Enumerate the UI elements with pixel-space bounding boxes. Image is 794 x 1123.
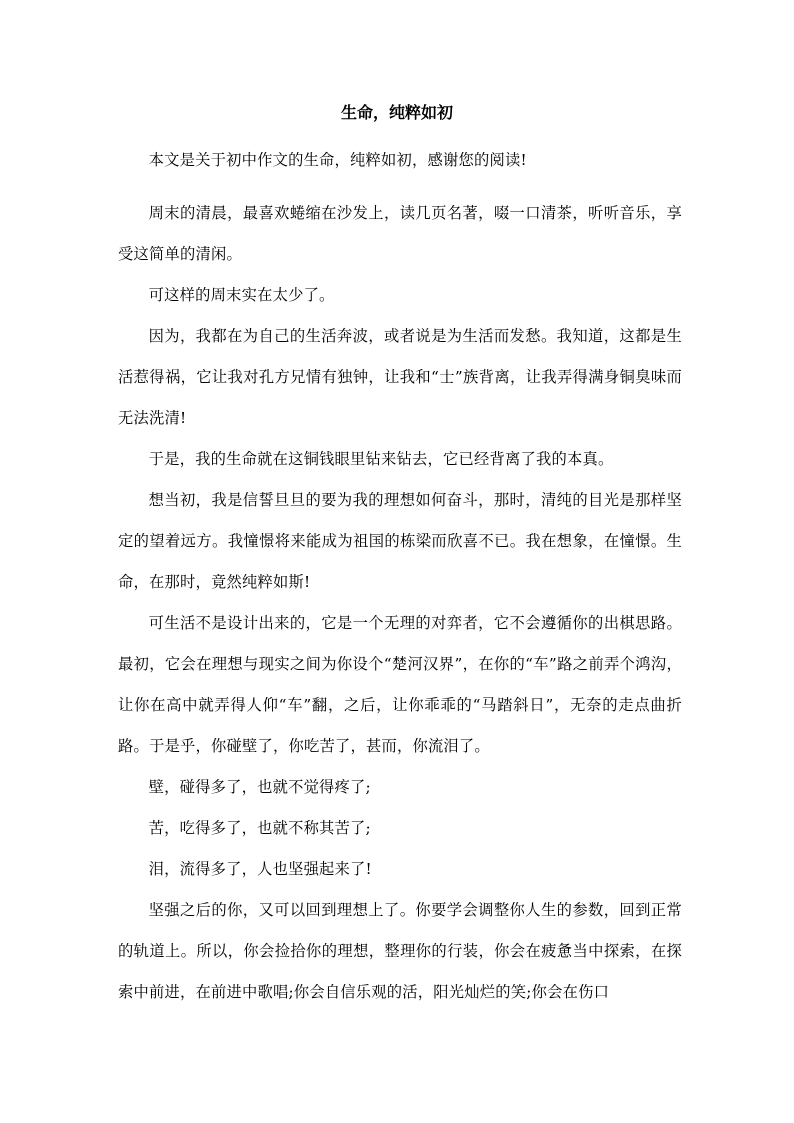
paragraph: 于是，我的生命就在这铜钱眼里钻来钻去，它已经背离了我的本真。: [148, 450, 614, 468]
paragraph-intro: 本文是关于初中作文的生命，纯粹如初，感谢您的阅读!: [148, 151, 527, 169]
paragraph: 周末的清晨，最喜欢蜷缩在沙发上，读几页名著，啜一口清茶，听听音乐，享受这简单的清闲。: [118, 204, 682, 263]
paragraph: 想当初，我是信誓旦旦的要为我的理想如何奋斗，那时，清纯的目光是那样坚定的望着远方。我憧憬将来能成为祖国的栋梁而欣喜不已。我在想象，在憧憬。生命，在那时，竟然纯粹如斯!: [118, 491, 682, 591]
paragraph: 泪，流得多了，人也坚强起来了!: [148, 860, 372, 878]
paragraph: 壁，碰得多了，也就不觉得疼了;: [148, 778, 371, 796]
document-body: [118, 140, 682, 1013]
paragraph: 因为，我都在为自己的生活奔波，或者说是为生活而发愁。我知道，这都是生活惹得祸，它让我对孔方兄情有独钟，让我和“士”族背离，让我弄得满身铜臭味而无法洗清!: [118, 327, 682, 427]
paragraph: 坚强之后的你，又可以回到理想上了。你要学会调整你人生的参数，回到正常的轨道上。所以，你会捡拾你的理想，整理你的行装，你会在疲惫当中探索，在探索中前进，在前进中歌唱;你会自信乐观的活，阳光灿烂的笑;你会在伤口: [118, 901, 682, 1001]
document-title: 生命，纯粹如初: [340, 103, 453, 122]
paragraph: 苦，吃得多了，也就不称其苦了;: [148, 819, 371, 837]
paragraph: 可这样的周末实在太少了。: [148, 286, 335, 304]
paragraph: 可生活不是设计出来的，它是一个无理的对弈者，它不会遵循你的出棋思路。最初，它会在理想与现实之间为你设个“楚河汉界”，在你的“车”路之前弄个鸿沟，让你在高中就弄得人仰“车”翻，之后，让你乖乖的“马踏斜日”，无奈的走点曲折路。于是乎，你碰壁了，你吃苦了，甚而，你流泪了。: [118, 614, 682, 755]
